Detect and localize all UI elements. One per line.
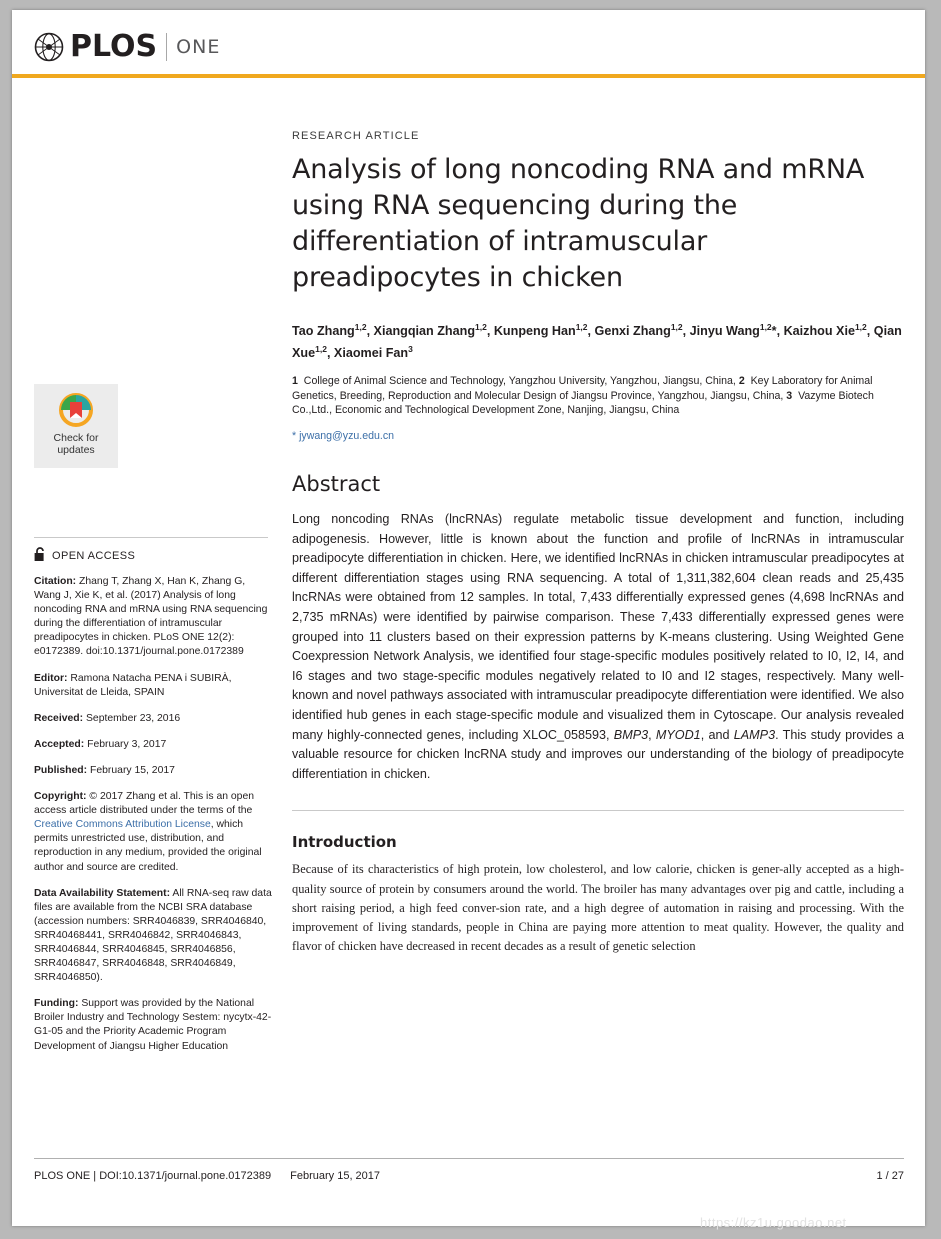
citation-text: Zhang T, Zhang X, Han K, Zhang G, Wang J, Xie K, et al. (2017) Analysis of long noncoding RNA and mRNA using RNA sequencing during the differentiation of intramuscular preadipocytes in chicken. PLoS ONE 12(2): e0172389. doi:10.1371/journal.pone.0172389 bbox=[34, 576, 268, 658]
copyright-block bbox=[34, 790, 274, 875]
published-block bbox=[34, 764, 274, 778]
editor-block bbox=[34, 672, 274, 700]
section-divider bbox=[292, 810, 904, 811]
crossmark-icon bbox=[59, 414, 93, 431]
accepted-label: Accepted: bbox=[34, 738, 85, 750]
copyright-text-part1: © 2017 Zhang et al. This is an open access article distributed under the terms of the bbox=[34, 791, 255, 817]
plos-wordmark: PLOS bbox=[70, 29, 158, 64]
author-list: Tao Zhang$^{1,2}$, Xiangqian Zhang$^{1,2}$, Kunpeng Han$^{1,2}$, Genxi Zhang$^{1,2}$, Jinyu Wang$^{1,2}$*, Kaizhou Xie$^{1,2}$, Qian Xue$^{1,2}$, Xiaomei Fan$^3$ bbox=[292, 322, 902, 361]
plos-globe-icon bbox=[34, 32, 64, 62]
data-availability-block bbox=[34, 887, 274, 986]
introduction-heading: Introduction bbox=[292, 833, 397, 852]
open-lock-icon bbox=[34, 547, 46, 565]
editor-text: Ramona Natacha PENA i SUBIRÀ, Universitat de Lleida, SPAIN bbox=[34, 672, 232, 698]
check-for-updates-badge[interactable] bbox=[34, 384, 118, 468]
footer-doi: PLOS ONE | DOI:10.1371/journal.pone.0172389 bbox=[34, 1170, 272, 1182]
footer-divider bbox=[34, 1158, 904, 1159]
check-updates-line2: updates bbox=[57, 444, 95, 456]
funding-text: Support was provided by the National Broiler Industry and Technology Sestem: nycytx-42-G1-05 and the Priority Academic Program Development of Jiangsu Higher Education bbox=[34, 998, 272, 1052]
received-label: Received: bbox=[34, 712, 84, 724]
watermark-text: https://kz1u.goodao.net bbox=[700, 1215, 847, 1230]
article-main bbox=[292, 130, 904, 957]
funding-block bbox=[34, 997, 274, 1053]
data-availability-text: All RNA-seq raw data files are available from the NCBI SRA database (accession numbers: SRR4046839, SRR4046840, SRR40468441, SRR4046842, SRR4046843, SRR4046844, SRR4046845, SRR4046856, SRR4046847, SRR4046848, SRR4046849, SRR4046850). bbox=[34, 887, 272, 984]
journal-edition: ONE bbox=[176, 36, 221, 58]
abstract-heading: Abstract bbox=[292, 471, 381, 496]
article-metadata bbox=[34, 575, 274, 1066]
received-block bbox=[34, 712, 274, 726]
page-footer bbox=[34, 1170, 904, 1182]
published-label: Published: bbox=[34, 764, 88, 776]
affiliations: 1 College of Animal Science and Technology, Yangzhou University, Yangzhou, Jiangsu, China, 2 Key Laboratory for Animal Genetics, Breeding, Reproduction and Molecular Design of Jiangsu Province, Yangzhou, Jiangsu, China, 3 Vazyme Biotech Co.,Ltd., Economic and Technological Development Zone, Nanjing, Jiangsu, China bbox=[292, 375, 874, 416]
received-text: September 23, 2016 bbox=[85, 712, 181, 724]
sidebar-divider bbox=[34, 537, 268, 538]
accepted-text: February 3, 2017 bbox=[87, 738, 167, 750]
copyright-label: Copyright: bbox=[34, 791, 87, 803]
corresponding-email-link[interactable]: jywang@yzu.edu.cn bbox=[299, 429, 395, 442]
footer-page-number: 1 / 27 bbox=[876, 1170, 904, 1182]
footer-left bbox=[34, 1170, 396, 1182]
funding-label: Funding: bbox=[34, 998, 79, 1010]
data-availability-label: Data Availability Statement: bbox=[34, 887, 171, 899]
open-access-badge bbox=[34, 547, 135, 565]
article-page bbox=[12, 10, 925, 1226]
logo-divider bbox=[166, 33, 167, 61]
plos-logo[interactable] bbox=[34, 29, 221, 64]
cc-license-link[interactable]: Creative Commons Attribution License bbox=[34, 819, 211, 831]
page-title: Analysis of long noncoding RNA and mRNA using RNA sequencing during the differentiation of intramuscular preadipocytes in chicken bbox=[292, 154, 865, 293]
footer-date: February 15, 2017 bbox=[290, 1170, 381, 1182]
journal-header bbox=[12, 10, 925, 78]
introduction-text: Because of its characteristics of high protein, low cholesterol, and low calorie, chicken is gener-ally accepted as a high-quality source of protein by consumers around the world. The broiler has many advantages over pig and cattle, including a short raising period, a high feed conver-sion rate, and a high degree of automation in raising and processing. With the improvement of living standards, people in China are paying more attention to meat quality. However, the quality and flavor of chicken have decreased in recent decades as a result of genetic selection bbox=[292, 862, 904, 954]
copyright-text-part2: , which permits unrestricted use, distribution, and reproduction in any medium, provided the original author and source are credited. bbox=[34, 819, 262, 873]
citation-label: Citation: bbox=[34, 576, 77, 587]
citation-block bbox=[34, 575, 274, 660]
check-updates-line1: Check for bbox=[53, 432, 99, 444]
abstract-text: Long noncoding RNAs (lncRNAs) regulate metabolic tissue development and function, including adipogenesis. However, little is known about the function and profile of lncRNAs in intramuscular preadipocyte differentiation in chicken. Here, we identified lncRNAs in chicken intramuscular preadipocytes at different differentiation stages using RNA sequencing. A total of 1,311,382,604 clean reads and 25,435 lncRNAs were obtained from 12 samples. In total, 7,433 differentially expressed genes (4,698 lncRNAs and 2,735 mRNAs) were identified by pairwise comparison. These 7,433 differentially expressed genes were grouped into 11 clusters based on their expression patterns by K-means clustering. Using Weighted Gene Coexpression Network Analysis, we identified four stage-specific modules positively related to I0, I2, I4, and I6 stages and two stage-specific modules negatively related to I0 and I2 stages, respectively. Many well-known and novel pathways associated with intramuscular preadipocyte differentiation were identified. We also identified hub genes in each stage-specific module and visualized them in Cytoscape. Our analysis revealed many highly-connected genes, including XLOC_058593, BMP3, MYOD1, and LAMP3. This study provides a valuable resource for chicken lncRNA study and improves our understanding of the biology of preadipocyte differentiation in chicken. bbox=[292, 511, 905, 781]
corresponding-author bbox=[292, 430, 904, 442]
accepted-block bbox=[34, 738, 274, 752]
editor-label: Editor: bbox=[34, 672, 68, 684]
article-type-kicker: RESEARCH ARTICLE bbox=[292, 130, 420, 142]
corresponding-asterisk: * bbox=[292, 429, 297, 442]
published-text: February 15, 2017 bbox=[90, 764, 175, 776]
open-access-label: OPEN ACCESS bbox=[52, 550, 136, 562]
